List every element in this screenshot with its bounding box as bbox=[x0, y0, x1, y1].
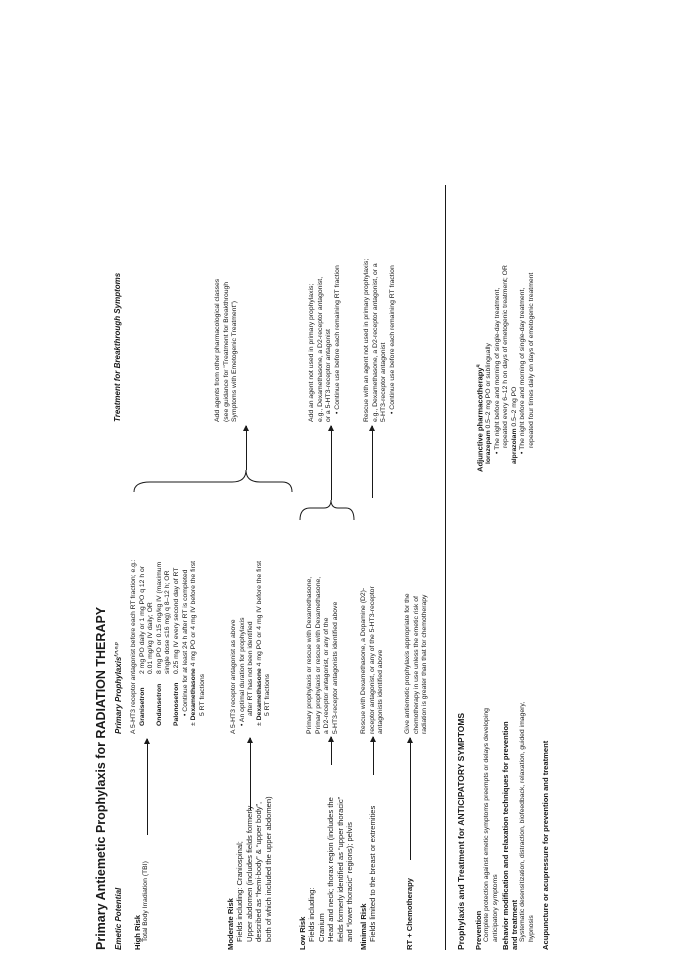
minimal-risk-block: Minimal Risk Fields limited to the breast or extremities bbox=[359, 740, 378, 950]
high-risk-label: High Risk bbox=[133, 914, 142, 950]
high-risk-intro: A 5-HT3 receptor antagonist before each RT fraction; e.g.: bbox=[130, 559, 137, 734]
section-divider bbox=[445, 185, 446, 950]
breakthrough-top: Add agents from other pharmacological classes (see guidance for "Treatment for Breakthrough Symptoms with Emetogenic Treatment") bbox=[214, 278, 239, 422]
behavior-label: Behavior modification and relaxation techniques for prevention bbox=[500, 721, 510, 950]
rt-chemo-prophylaxis: Give antiemetic prophylaxis appropriate for the chemotherapy in use unless the emetic risk of radiation is greater than that for chemotherapy bbox=[404, 593, 429, 734]
lorazepam-name: lorazepam bbox=[484, 430, 492, 464]
high-risk-bullet: • Continue for at least 24 h after RT is completed bbox=[182, 494, 191, 734]
drug-ondansetron: Ondansetron 8 mg PO or 0.15 mg/kg IV (maximum single dose ≤16 mg) q 8–12 h; OR bbox=[155, 561, 172, 726]
acupuncture-label: Acupuncture or acupressure for prevention and treatment bbox=[540, 740, 550, 950]
low-risk-label: Low Risk bbox=[298, 916, 307, 950]
low-risk-prophylaxis: Primary prophylaxis or rescue with Dexamethasone, Primary prophylaxis or rescue with Dexamethasone, a D2-receptor antagonist, or any of the 5-HT3-receptor antagonists identified above bbox=[306, 576, 339, 734]
arrow-to-breakthrough-low bbox=[372, 426, 373, 498]
breakthrough-low: Rescue with an agent not used in primary prophylaxis; e.g., Dexamethasone, a D2-receptor antagonist, or a 5-HT3-receptor antagonist • Continue use before each remaining RT fraction bbox=[363, 182, 397, 422]
minimal-risk-label: Minimal Risk bbox=[359, 903, 368, 950]
anticipatory-title: Prophylaxis and Treatment for ANTICIPATORY SYMPTOMS bbox=[456, 712, 466, 950]
prevention-label: Prevention bbox=[474, 910, 483, 950]
rt-chemo-label: RT + Chemotherapy bbox=[405, 878, 414, 950]
alprazolam-name: alprazolam bbox=[510, 428, 518, 464]
breakthrough-mid: Add an agent not used in primary prophylaxis; e.g., Dexamethasone, a D2-receptor antagonist, or a 5-HT3-receptor antagonist • Continue use before each remaining RT fraction bbox=[308, 192, 342, 422]
moderate-risk-prophylaxis: A 5-HT3 receptor antagonist as above • An optimal duration for prophylaxis after RT has not been identified ± Dexamethasone 4 mg PO or 4 mg IV before the first 5 RT fractions bbox=[230, 494, 273, 734]
drug-palonosetron: Palonosetron 0.25 mg IV every second day of RT bbox=[172, 567, 180, 726]
high-risk-dex: ± Dexamethasone 4 mg PO or 4 mg IV before the first bbox=[190, 560, 198, 726]
arrow-to-breakthrough-top bbox=[246, 426, 247, 470]
moderate-risk-block: Moderate Risk Fields including: Craniospinal; Upper abdomen (includes fields formerly described as “hemi-body” & “upper body”, both of which included the upper abdomen) bbox=[226, 740, 273, 950]
low-risk-block: Low Risk Fields including: Cranium Head and neck; thorax region (includes the fields formerly identified as “upper thoracic” and “lower thoracic” regions); pelvis bbox=[298, 740, 354, 950]
superscript-refs: f,n,o,p bbox=[114, 642, 120, 657]
page-title: Primary Antiemetic Prophylaxis for RADIATION THERAPY bbox=[94, 606, 108, 950]
minimal-risk-prophylaxis: Rescue with Dexamethasone, a Dopamine (D2)- receptor antagonist, or any of the 5-HT3-receptor antagonists identified above bbox=[360, 586, 385, 734]
arrow-to-breakthrough-mid bbox=[331, 426, 332, 500]
column-header-breakthrough: Treatment for Breakthrough Symptoms bbox=[113, 272, 122, 422]
high-risk-dex-2: 5 RT fractions bbox=[198, 673, 206, 716]
adjunctive-label: Adjunctive pharmacotherapy$^q$ bbox=[475, 364, 485, 472]
column-header-primary-prophylaxis: Primary Prophylaxis$^{f,n,o,p}$ bbox=[114, 642, 123, 734]
high-risk-field: Total Body Irradiation (TBI) bbox=[142, 861, 150, 942]
drug-granisetron: Granisetron 2 mg PO daily or 1 mg PO q 12 h or 0.01 mg/kg IV daily; OR bbox=[138, 565, 155, 726]
anticipatory-left: Prevention Complete protection against emetic symptoms preempts or delays developing anticipatory symptoms Behavior modification and relaxation techniques for prevention and treatment Systematic desensitization, distraction, biofeedback, relaxation, guided imagery, hypnosis Acupuncture or acupressure for prevention and treatment bbox=[474, 680, 550, 950]
column-header-emetic-potential: Emetic Potential bbox=[114, 887, 123, 950]
moderate-risk-label: Moderate Risk bbox=[226, 898, 235, 950]
anticipatory-right: Adjunctive pharmacotherapy$^q$ lorazepam 0.5–2 mg PO or sublingually • The night before and morning of single-day treatment, repeated every 6–12 h on days of emetogenic treatment; OR alprazolam 0.5–2 mg PO • The night before and morning of single-day treatment, repeated four times daily on days of emetogenic treatment bbox=[474, 182, 537, 472]
